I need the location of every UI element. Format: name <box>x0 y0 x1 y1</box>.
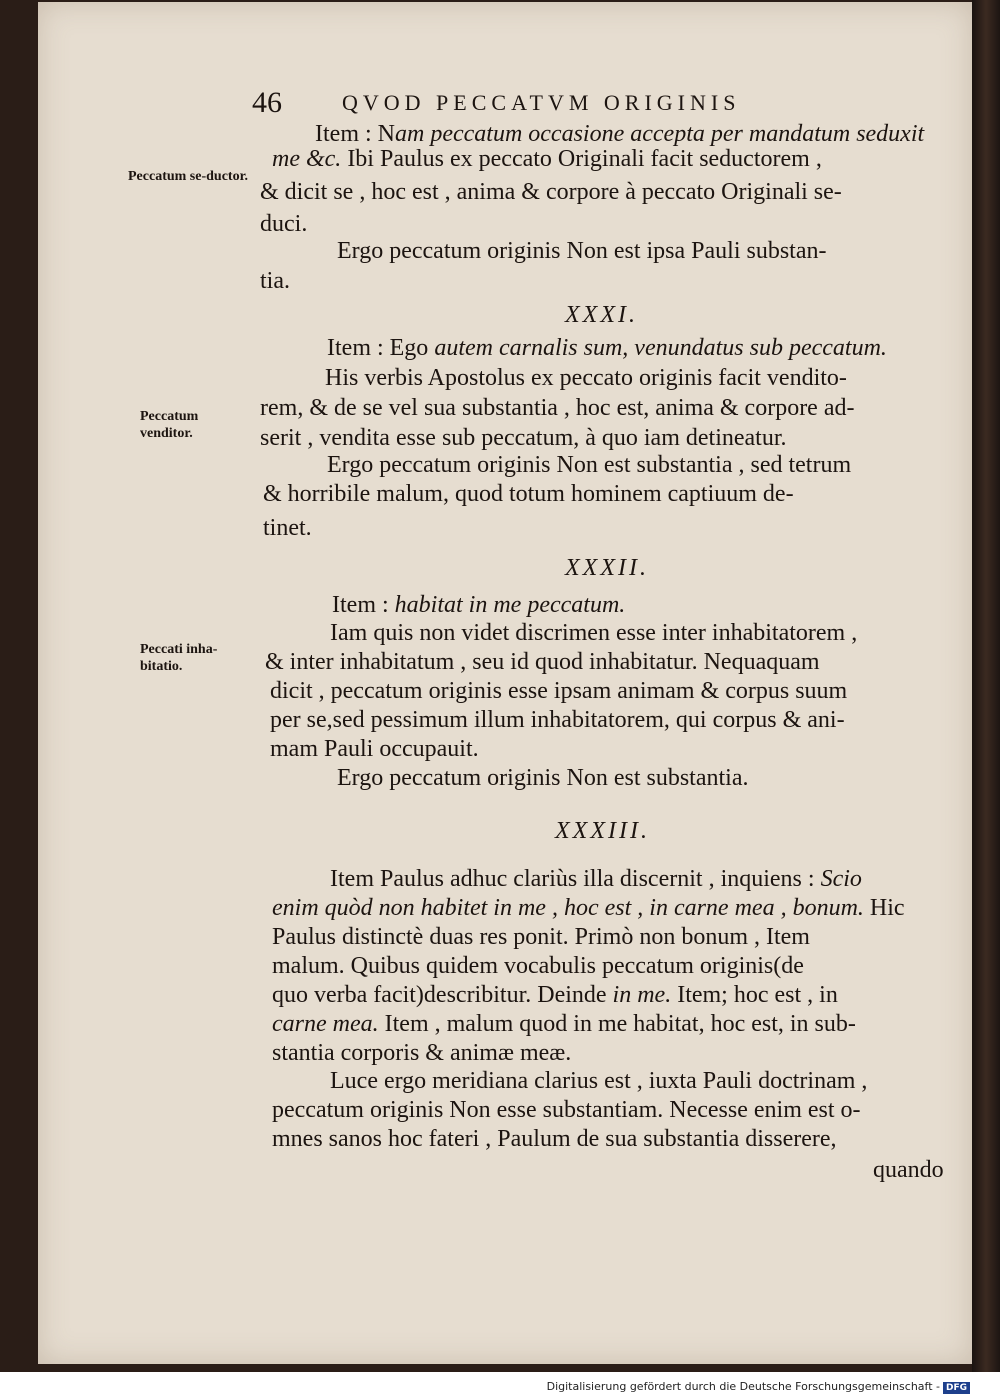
text-line <box>330 620 857 647</box>
roman-text: mam Pauli occupauit. <box>270 736 479 762</box>
italic-text: in me. <box>612 982 672 1008</box>
text-line <box>332 592 625 619</box>
italic-text: me &c. <box>272 146 342 172</box>
page-number: 46 <box>252 86 282 119</box>
roman-text: duci. <box>260 211 308 237</box>
roman-text: Item; hoc est , in <box>671 982 838 1008</box>
text-line <box>873 1157 944 1184</box>
text-line <box>272 1011 856 1038</box>
roman-text: serit , vendita esse sub peccatum, à quo iam detineatur. <box>260 425 787 451</box>
italic-text: am peccatum occasione accepta per mandatum seduxit <box>394 121 925 147</box>
book-edge <box>972 0 1000 1372</box>
text-line <box>272 924 810 951</box>
roman-text: Item : N <box>315 121 395 147</box>
roman-text: Paulus distinctè duas res ponit. Primò non bonum , Item <box>272 924 810 950</box>
roman-text: Ergo peccatum originis Non est substantia. <box>337 765 749 791</box>
text-line <box>263 481 794 508</box>
text-line <box>270 678 847 705</box>
text-line <box>337 765 748 792</box>
roman-text: & horribile malum, quod totum hominem captiuum de- <box>263 481 794 507</box>
dfg-logo: DFG <box>943 1382 970 1394</box>
text-line <box>325 365 847 392</box>
text-line <box>315 121 924 148</box>
margin-note: Peccatum venditor. <box>140 409 199 441</box>
roman-text: Hic <box>863 895 905 921</box>
section-heading: XXXI. <box>565 302 638 328</box>
italic-text: Scio <box>820 866 862 892</box>
text-line <box>272 982 838 1009</box>
roman-text: Iam quis non videt discrimen esse inter inhabitatorem , <box>330 620 858 646</box>
text-line <box>272 146 822 173</box>
margin-note: Peccatum se-ductor. <box>128 169 249 184</box>
page-header <box>250 86 970 120</box>
roman-text: Item Paulus adhuc clariùs illa discernit , inquiens : <box>330 866 821 892</box>
running-head: QVOD PECCATVM ORIGINIS <box>342 90 741 115</box>
text-line <box>263 515 312 542</box>
roman-text: tia. <box>260 268 290 294</box>
text-line <box>260 425 787 452</box>
text-line <box>260 395 854 422</box>
text-line <box>270 736 479 763</box>
roman-text: His verbis Apostolus ex peccato originis facit vendito- <box>325 365 847 391</box>
text-line <box>337 238 826 265</box>
roman-text: Ibi Paulus ex peccato Originali facit seductorem , <box>341 146 822 172</box>
footer-text: Digitalisierung gefördert durch die Deutsche Forschungsgemeinschaft - <box>546 1380 940 1393</box>
text-line <box>330 866 862 893</box>
roman-text: & dicit se , hoc est , anima & corpore à peccato Originali se- <box>260 179 842 205</box>
italic-text: autem carnalis sum, venundatus sub peccatum. <box>434 335 887 361</box>
roman-text: Item , malum quod in me habitat, hoc est, in sub- <box>378 1011 856 1037</box>
text-line <box>265 649 820 676</box>
italic-text: habitat in me peccatum. <box>394 592 626 618</box>
roman-text: Item : Ego <box>327 335 435 361</box>
roman-text: Ergo peccatum originis Non est substantia , sed tetrum <box>327 452 852 478</box>
roman-text: per se,sed pessimum illum inhabitatorem, qui corpus & ani- <box>270 707 845 733</box>
roman-text: quo verba facit)describitur. Deinde <box>272 982 613 1008</box>
italic-text: enim quòd non habitet in me , hoc est , in carne mea , bonum. <box>272 895 864 921</box>
text-line <box>272 953 804 980</box>
text-line <box>272 1097 861 1124</box>
text-line <box>272 1040 571 1067</box>
text-line <box>330 1068 867 1095</box>
text-line <box>260 179 842 206</box>
roman-text: Ergo peccatum originis Non est ipsa Pauli substan- <box>337 238 827 264</box>
roman-text: & inter inhabitatum , seu id quod inhabitatur. Nequaquam <box>265 649 820 675</box>
roman-text: dicit , peccatum originis esse ipsam animam & corpus suum <box>270 678 848 704</box>
roman-text: stantia corporis & animæ meæ. <box>272 1040 572 1066</box>
section-heading: XXXII. <box>565 555 649 581</box>
roman-text: rem, & de se vel sua substantia , hoc est, anima & corpore ad- <box>260 395 855 421</box>
roman-text: malum. Quibus quidem vocabulis peccatum originis(de <box>272 953 804 979</box>
roman-text: Item : <box>332 592 395 618</box>
text-line <box>327 452 851 479</box>
section-heading: XXXIII. <box>555 818 650 844</box>
roman-text: tinet. <box>263 515 312 541</box>
italic-text: carne mea. <box>272 1011 379 1037</box>
text-line <box>272 895 905 922</box>
margin-note: Peccati inha-bitatio. <box>140 642 218 674</box>
text-line <box>260 268 290 295</box>
digitization-credit <box>547 1380 970 1394</box>
text-line <box>260 211 307 238</box>
text-line <box>272 1126 837 1153</box>
roman-text: Luce ergo meridiana clarius est , iuxta Pauli doctrinam , <box>330 1068 868 1094</box>
roman-text: peccatum originis Non esse substantiam. Necesse enim est o- <box>272 1097 861 1123</box>
roman-text: mnes sanos hoc fateri , Paulum de sua substantia disserere, <box>272 1126 837 1152</box>
roman-text: quando <box>873 1157 944 1183</box>
text-line <box>327 335 887 362</box>
text-line <box>270 707 845 734</box>
